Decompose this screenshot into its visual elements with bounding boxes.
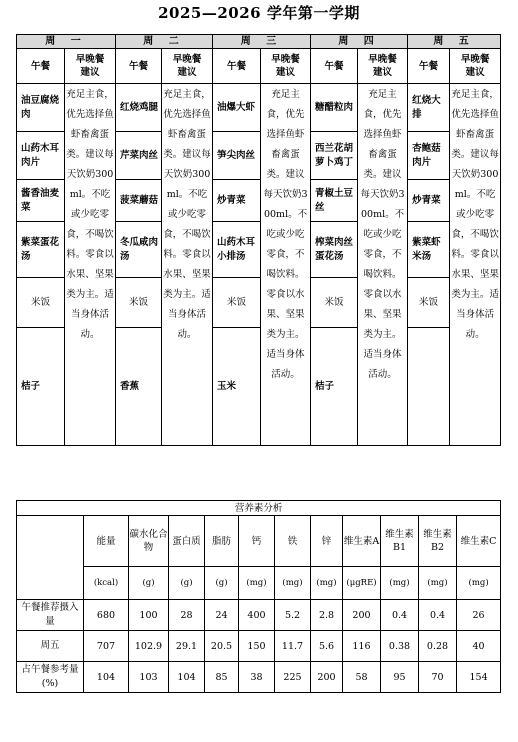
dish-item: 西兰花胡萝卜鸡丁 <box>311 132 358 180</box>
nutrient-value: 20.5 <box>205 631 239 662</box>
nutrient-value: 2.8 <box>311 600 343 631</box>
nutrient-header: 脂肪 <box>205 516 239 567</box>
nutrient-value: 11.7 <box>275 631 311 662</box>
nutrient-value: 116 <box>343 631 381 662</box>
nutrient-value: 29.1 <box>169 631 205 662</box>
day-header: 周 五 <box>408 35 501 49</box>
nutrient-value: 58 <box>343 662 381 693</box>
nutrient-value: 103 <box>129 662 169 693</box>
nutrition-row <box>17 631 501 662</box>
nutrient-value: 200 <box>343 600 381 631</box>
nutrient-value: 104 <box>169 662 205 693</box>
nutrient-unit: (mg) <box>419 567 457 600</box>
dish-item: 山药木耳小排汤 <box>213 222 261 278</box>
weekly-menu-table <box>16 34 501 446</box>
lunch-header: 午餐 <box>311 49 358 84</box>
nutrient-value: 0.28 <box>419 631 457 662</box>
day-header-row <box>17 35 501 49</box>
nutrient-header: 维生素C <box>457 516 501 567</box>
nutrient-value: 26 <box>457 600 501 631</box>
menu-row <box>17 84 501 132</box>
nutrient-value: 154 <box>457 662 501 693</box>
advice-header: 早晚餐 建议 <box>65 49 116 84</box>
dish-item: 杏鲍菇肉片 <box>408 132 450 180</box>
nutrient-header: 维生素B2 <box>419 516 457 567</box>
day-header: 周 三 <box>213 35 311 49</box>
dish-item: 酱香油麦菜 <box>17 180 65 222</box>
nutrient-unit: (mg) <box>311 567 343 600</box>
nutrient-value: 40 <box>457 631 501 662</box>
lunch-header: 午餐 <box>17 49 65 84</box>
nutrient-header: 碳水化合物 <box>129 516 169 567</box>
nutrient-unit: (mg) <box>457 567 501 600</box>
dish-item: 芹菜肉丝 <box>116 132 162 180</box>
dish-item: 糖醋粒肉 <box>311 84 358 132</box>
dish-item: 油爆大虾 <box>213 84 261 132</box>
lunch-header: 午餐 <box>408 49 450 84</box>
nutrient-value: 0.4 <box>419 600 457 631</box>
day-header: 周 二 <box>116 35 213 49</box>
unit-row <box>17 567 501 600</box>
dish-item: 炒青菜 <box>408 180 450 222</box>
nutrient-header: 铁 <box>275 516 311 567</box>
staple-item: 米饭 <box>213 278 261 328</box>
row-label: 占午餐参考量(%) <box>17 662 84 693</box>
nutrient-unit: (g) <box>129 567 169 600</box>
nutrient-value: 225 <box>275 662 311 693</box>
nutrient-unit: (g) <box>205 567 239 600</box>
nutrient-value: 85 <box>205 662 239 693</box>
nutrient-header-row <box>17 516 501 567</box>
meal-advice: 充足主食，优先选择鱼虾畜禽蛋类。建议每天饮奶300ml。不吃或少吃零食，不喝饮料。零食以水果、坚果类为主。适当身体活动。 <box>358 84 408 446</box>
dish-item: 青椒土豆丝 <box>311 180 358 222</box>
fruit-item: 桔子 <box>17 328 65 446</box>
nutrient-value: 95 <box>381 662 419 693</box>
nutrition-table <box>16 500 501 693</box>
dish-item: 榨菜肉丝蛋花汤 <box>311 222 358 278</box>
nutrient-unit: (g) <box>169 567 205 600</box>
meal-advice: 充足主食，优先选择鱼虾畜禽蛋类。建议每天饮奶300ml。不吃或少吃零食，不喝饮料。零食以水果、坚果类为主。适当身体活动。 <box>65 84 116 446</box>
nutrient-header: 钙 <box>239 516 275 567</box>
staple-item: 米饭 <box>311 278 358 328</box>
nutrient-value: 104 <box>84 662 129 693</box>
nutrient-value: 24 <box>205 600 239 631</box>
column-header-row <box>17 49 501 84</box>
dish-item: 冬瓜咸肉汤 <box>116 222 162 278</box>
dish-item: 炒青菜 <box>213 180 261 222</box>
nutrient-value: 5.6 <box>311 631 343 662</box>
nutrient-unit: (mg) <box>381 567 419 600</box>
row-label: 周五 <box>17 631 84 662</box>
fruit-item: 香蕉 <box>116 328 162 446</box>
lunch-header: 午餐 <box>213 49 261 84</box>
staple-item: 米饭 <box>116 278 162 328</box>
staple-item: 米饭 <box>17 278 65 328</box>
corner-cell <box>17 516 84 600</box>
day-header: 周 四 <box>311 35 408 49</box>
nutrient-value: 150 <box>239 631 275 662</box>
dish-item: 油豆腐烧肉 <box>17 84 65 132</box>
nutrient-value: 400 <box>239 600 275 631</box>
nutrient-value: 28 <box>169 600 205 631</box>
dish-item: 山药木耳肉片 <box>17 132 65 180</box>
dish-item: 红烧大排 <box>408 84 450 132</box>
nutrient-unit: (mg) <box>275 567 311 600</box>
nutrient-value: 38 <box>239 662 275 693</box>
dish-item: 紫菜虾米汤 <box>408 222 450 278</box>
meal-advice: 充足主食，优先选择鱼虾畜禽蛋类。建议每天饮奶300ml。不吃或少吃零食，不喝饮料。零食以水果、坚果类为主。适当身体活动。 <box>261 84 311 446</box>
staple-item: 米饭 <box>408 278 450 328</box>
fruit-item: 玉米 <box>213 328 261 446</box>
nutrient-value: 200 <box>311 662 343 693</box>
nutrient-unit: (kcal) <box>84 567 129 600</box>
nutrient-header: 维生素B1 <box>381 516 419 567</box>
nutrient-value: 70 <box>419 662 457 693</box>
dish-item: 菠菜蘑菇 <box>116 180 162 222</box>
nutrient-header: 锌 <box>311 516 343 567</box>
nutrient-value: 5.2 <box>275 600 311 631</box>
nutrient-header: 蛋白质 <box>169 516 205 567</box>
nutrient-value: 102.9 <box>129 631 169 662</box>
fruit-item <box>408 328 450 446</box>
day-header: 周 一 <box>17 35 116 49</box>
fruit-item: 桔子 <box>311 328 358 446</box>
dish-item: 红烧鸡腿 <box>116 84 162 132</box>
advice-header: 早晚餐 建议 <box>450 49 501 84</box>
meal-advice: 充足主食，优先选择鱼虾畜禽蛋类。建议每天饮奶300ml。不吃或少吃零食，不喝饮料。零食以水果、坚果类为主。适当身体活动。 <box>162 84 213 446</box>
nutrient-header: 维生素A <box>343 516 381 567</box>
nutrient-value: 100 <box>129 600 169 631</box>
nutrient-value: 680 <box>84 600 129 631</box>
nutrient-unit: (mg) <box>239 567 275 600</box>
page-title: 2025—2026 学年第一学期 <box>158 4 360 22</box>
advice-header: 早晚餐 建议 <box>162 49 213 84</box>
nutrient-value: 0.38 <box>381 631 419 662</box>
meal-advice: 充足主食，优先选择鱼虾畜禽蛋类。建议每天饮奶300ml。不吃或少吃零食，不喝饮料。零食以水果、坚果类为主。适当身体活动。 <box>450 84 501 446</box>
dish-item: 紫菜蛋花汤 <box>17 222 65 278</box>
advice-header: 早晚餐 建议 <box>358 49 408 84</box>
nutrient-unit: (μgRE) <box>343 567 381 600</box>
nutrient-header: 能量 <box>84 516 129 567</box>
nutrient-value: 0.4 <box>381 600 419 631</box>
advice-header: 早晚餐 建议 <box>261 49 311 84</box>
nutrition-caption: 营养素分析 <box>17 501 501 516</box>
nutrient-value: 707 <box>84 631 129 662</box>
nutrition-row <box>17 600 501 631</box>
nutrition-row <box>17 662 501 693</box>
lunch-header: 午餐 <box>116 49 162 84</box>
dish-item: 笋尖肉丝 <box>213 132 261 180</box>
row-label: 午餐推荐摄入量 <box>17 600 84 631</box>
